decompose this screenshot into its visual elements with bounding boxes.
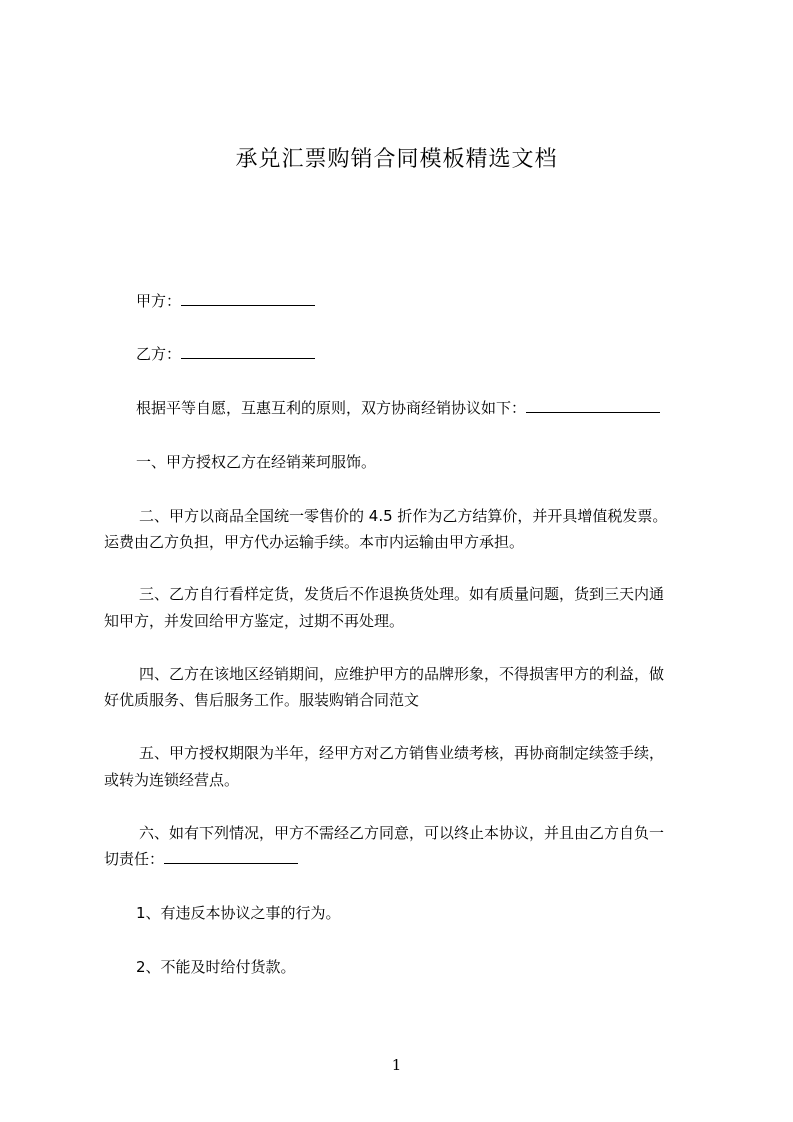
- preamble-blank: [526, 398, 660, 413]
- clause-6-line-2-text: 切责任：: [104, 850, 165, 868]
- party-b-label: 乙方：: [136, 345, 182, 363]
- clause-5-line-1: 五、甲方授权期限为半年，经甲方对乙方销售业绩考核，再协商制定续签手续，: [139, 744, 665, 762]
- party-a-line: [136, 291, 315, 311]
- party-a-label: 甲方：: [136, 292, 182, 310]
- clause-6-line-1: 六、如有下列情况，甲方不需经乙方同意，可以终止本协议，并且由乙方自负一: [139, 824, 665, 842]
- clause-3-line-1: 三、乙方自行看样定货，发货后不作退换货处理。如有质量问题，货到三天内通: [139, 585, 665, 603]
- preamble-text: 根据平等自愿，互惠互利的原则，双方协商经销协议如下：: [136, 399, 527, 417]
- clause-6-line-2: [104, 849, 298, 869]
- page-number: 1: [391, 1056, 402, 1074]
- clause-6-blank: [164, 849, 298, 864]
- party-b-line: [136, 344, 315, 364]
- clause-4-line-2: 好优质服务、售后服务工作。服装购销合同范文: [104, 691, 420, 709]
- clause-4-line-1: 四、乙方在该地区经销期间，应维护甲方的品牌形象，不得损害甲方的利益，做: [139, 665, 665, 683]
- item-1: 1、有违反本协议之事的行为。: [136, 904, 341, 922]
- clause-5-line-2: 或转为连锁经营点。: [104, 771, 240, 789]
- item-2: 2、不能及时给付货款。: [136, 958, 296, 976]
- party-a-blank: [181, 291, 315, 306]
- clause-2-line-1: 二、甲方以商品全国统一零售价的 4.5 折作为乙方结算价，并开具增值税发票。: [139, 507, 668, 525]
- page-title: 承兑汇票购销合同模板精选文档: [235, 147, 558, 172]
- clause-1: 一、甲方授权乙方在经销莱珂服饰。: [136, 453, 377, 471]
- clause-2-line-2: 运费由乙方负担，甲方代办运输手续。本市内运输由甲方承担。: [104, 533, 525, 551]
- preamble-line: [136, 398, 660, 418]
- party-b-blank: [181, 344, 315, 359]
- clause-3-line-2: 知甲方，并发回给甲方鉴定，过期不再处理。: [104, 612, 405, 630]
